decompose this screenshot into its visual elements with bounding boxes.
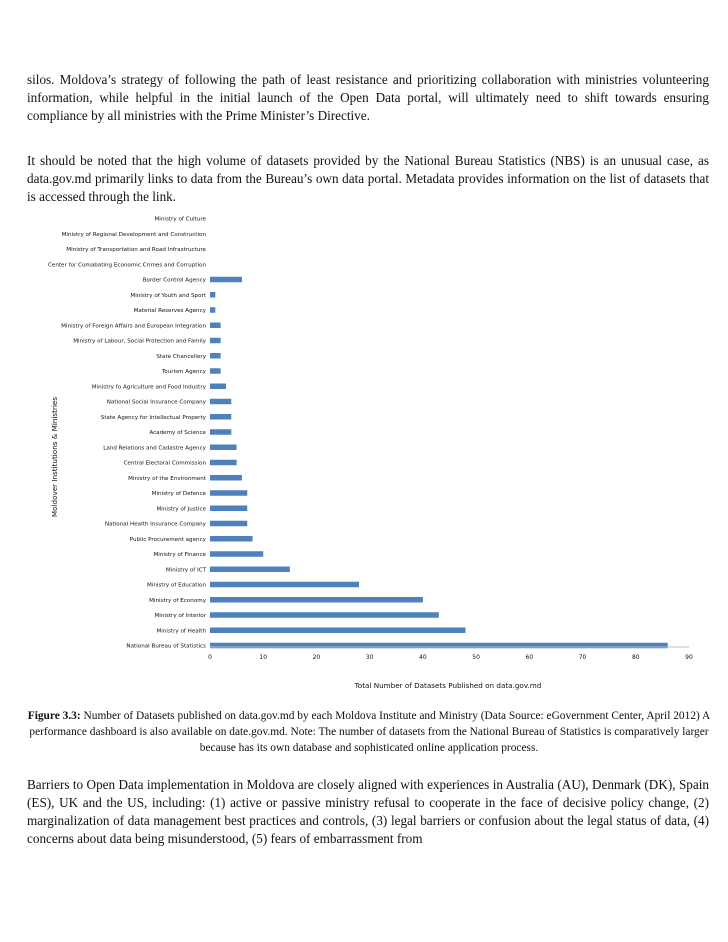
category-label: Ministry of Finance xyxy=(153,552,206,559)
x-tick-label: 30 xyxy=(365,654,374,661)
bar xyxy=(210,460,237,466)
category-label: Ministry of ICT xyxy=(165,567,206,574)
x-tick-label: 0 xyxy=(208,654,212,661)
caption-label: Figure 3.3: xyxy=(27,710,81,722)
bar xyxy=(210,612,439,618)
bar xyxy=(210,307,215,313)
x-tick-label: 60 xyxy=(525,654,534,661)
category-label: Center for Comabating Economic Crimes and Corruption xyxy=(47,262,206,269)
category-label: National Bureau of Statistics xyxy=(126,643,206,650)
bar xyxy=(210,551,263,557)
category-label: Ministry of Culture xyxy=(154,216,206,223)
bar xyxy=(210,353,221,359)
bar xyxy=(210,368,221,374)
bar xyxy=(210,445,237,451)
category-label: Land Relations and Cadastre Agency xyxy=(103,445,206,452)
category-label: Ministry of Foreign Affairs and European Integration xyxy=(61,323,206,330)
category-label: National Health Insurance Company xyxy=(104,521,206,528)
x-tick-label: 10 xyxy=(259,654,268,661)
bar xyxy=(210,567,290,573)
bar xyxy=(210,628,465,634)
caption-text: Number of Datasets published on data.gov.md by each Moldova Institute and Ministry (Data Source: eGovernment Center, April 2012) A performance dashboard is also available on date.gov.md. Note: The number of datasets from the National Bureau of Statistics is comparatively larger because has its own database and sophisticated online application process. xyxy=(29,710,711,754)
category-label: Tourism Agency xyxy=(161,369,206,376)
bars xyxy=(210,277,668,649)
paragraph-3: Barriers to Open Data implementation in Moldova are closely aligned with experiences in Australia (AU), Denmark (DK), Spain (ES), UK and the US, including: (1) active or passive ministry refusal to cooperate in the face of decisive policy change, (2) marginalization of data management best practices and controls, (3) legal barriers or confusion about the legal status of data, (4) concerns about data being misunderstood, (5) fears of embarrassment from xyxy=(27,777,709,846)
category-label: Ministry of Education xyxy=(147,582,206,589)
x-tick-label: 50 xyxy=(472,654,480,661)
category-label: Ministry of Justice xyxy=(156,506,206,513)
x-tick-label: 40 xyxy=(419,654,427,661)
bar xyxy=(210,475,242,481)
bar xyxy=(210,490,247,496)
category-label: Ministry of Health xyxy=(156,628,206,635)
paragraph-1: silos. Moldova’s strategy of following the path of least resistance and prioritizing collaboration with ministries volunteering information, while helpful in the initial launch of the Open Data portal, will ultimately need to shift towards ensuring compliance by all ministries with the Prime Minister’s Directive. xyxy=(27,72,709,123)
bar xyxy=(210,597,423,603)
category-label: State Agency for Intellectual Property xyxy=(100,414,206,421)
category-label: Ministry fo Agriculture and Food Industry xyxy=(91,384,206,391)
x-tick-label: 90 xyxy=(685,654,693,661)
category-label: Ministry of Interior xyxy=(154,613,206,620)
category-label: Ministry of Labour, Social Protection and Family xyxy=(73,338,206,345)
category-label: Ministry of Youth and Sport xyxy=(130,292,206,299)
x-tick-label: 80 xyxy=(631,654,640,661)
category-label: Ministry of the Environment xyxy=(128,475,206,482)
category-label: State Chancellery xyxy=(156,353,206,360)
bar xyxy=(210,521,247,527)
bar xyxy=(210,582,359,588)
category-label: Material Reserves Agency xyxy=(133,308,206,315)
category-labels xyxy=(48,217,207,650)
y-axis-title: Moldover Institutions & Ministries xyxy=(50,396,59,518)
x-tick-labels xyxy=(208,654,693,661)
bar xyxy=(210,536,253,542)
figure-caption xyxy=(27,708,711,756)
category-label: Border Control Agency xyxy=(142,277,206,284)
category-label: Ministry of Transportation and Road Infrastructure xyxy=(66,247,206,254)
category-label: Academy of Science xyxy=(149,430,206,437)
bar xyxy=(210,384,226,390)
bar xyxy=(210,429,231,435)
x-axis-title: Total Number of Datasets Published on data.gov.md xyxy=(354,681,542,690)
bar xyxy=(210,506,247,512)
category-label: Ministry of Defence xyxy=(151,491,206,498)
bar xyxy=(210,292,215,298)
category-label: Public Procurement agency xyxy=(129,536,206,543)
category-label: Ministry of Regional Development and Construction xyxy=(61,231,206,238)
category-label: Central Electoral Commission xyxy=(123,460,206,467)
bar xyxy=(210,277,242,283)
paragraph-2: It should be noted that the high volume of datasets provided by the National Bureau Statistics (NBS) is an unusual case, as data.gov.md primarily links to data from the Bureau’s own data portal. Metadata provides information on the list of datasets that is accessed through the link. xyxy=(27,153,709,204)
bar xyxy=(210,338,221,344)
x-tick-label: 20 xyxy=(312,654,321,661)
bar xyxy=(210,323,221,329)
category-label: National Social Insurance Company xyxy=(106,399,206,406)
x-tick-label: 70 xyxy=(578,654,587,661)
category-label: Ministry of Economy xyxy=(149,597,206,604)
bar xyxy=(210,414,231,420)
bar xyxy=(210,399,231,405)
